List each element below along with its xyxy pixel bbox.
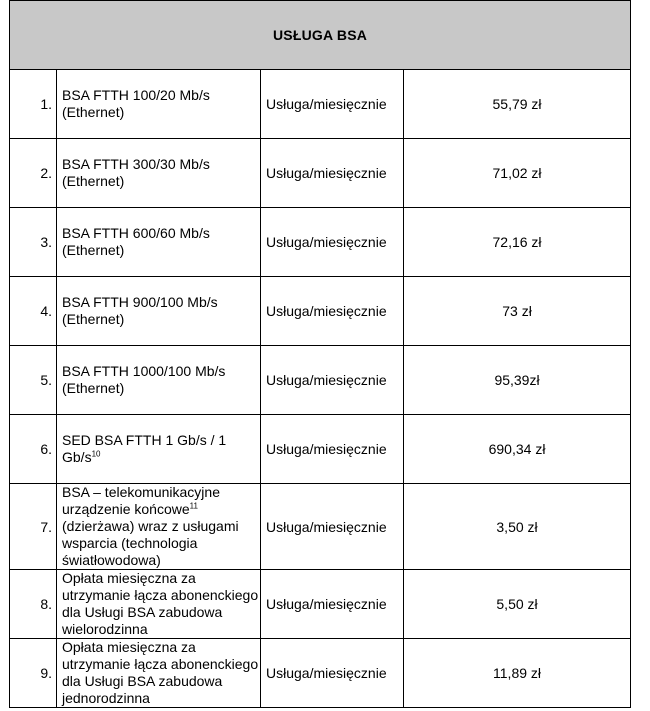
- service-name-text-cont: (dzierżawa) wraz z usługami wsparcia (technologia światłowodowa): [62, 518, 239, 568]
- service-name: BSA FTTH 900/100 Mb/s (Ethernet): [57, 277, 261, 346]
- price: 55,79 zł: [404, 70, 631, 139]
- table-title: USŁUGA BSA: [10, 1, 631, 70]
- price: 73 zł: [404, 277, 631, 346]
- table-row: [10, 570, 631, 639]
- service-name: BSA FTTH 600/60 Mb/s (Ethernet): [57, 208, 261, 277]
- footnote-ref: 11: [189, 501, 198, 511]
- billing-unit: Usługa/miesięcznie: [261, 415, 404, 484]
- service-name: Opłata miesięczna za utrzymanie łącza abonenckiego dla Usługi BSA zabudowa jednorodzinna: [57, 639, 261, 708]
- table-row: [10, 70, 631, 139]
- price: 95,39zł: [404, 346, 631, 415]
- table-row: [10, 277, 631, 346]
- row-number: 4.: [10, 277, 57, 346]
- service-name: [57, 415, 261, 484]
- billing-unit: Usługa/miesięcznie: [261, 277, 404, 346]
- table-header-row: [10, 1, 631, 70]
- row-number: 8.: [10, 570, 57, 639]
- service-name: BSA FTTH 300/30 Mb/s (Ethernet): [57, 139, 261, 208]
- service-name-text: BSA – telekomunikacyjne urządzenie końcowe: [62, 484, 220, 517]
- row-number: 3.: [10, 208, 57, 277]
- row-number: 6.: [10, 415, 57, 484]
- price: 5,50 zł: [404, 570, 631, 639]
- row-number: 7.: [10, 484, 57, 570]
- service-name-text: SED BSA FTTH 1 Gb/s / 1 Gb/s: [62, 432, 227, 465]
- row-number: 2.: [10, 139, 57, 208]
- price: 3,50 zł: [404, 484, 631, 570]
- row-number: 1.: [10, 70, 57, 139]
- bsa-price-table: [9, 0, 631, 708]
- billing-unit: Usługa/miesięcznie: [261, 570, 404, 639]
- price: 690,34 zł: [404, 415, 631, 484]
- service-name: BSA FTTH 100/20 Mb/s (Ethernet): [57, 70, 261, 139]
- billing-unit: Usługa/miesięcznie: [261, 484, 404, 570]
- table-row: [10, 639, 631, 708]
- billing-unit: Usługa/miesięcznie: [261, 139, 404, 208]
- service-name: Opłata miesięczna za utrzymanie łącza abonenckiego dla Usługi BSA zabudowa wielorodzinna: [57, 570, 261, 639]
- table-row: [10, 415, 631, 484]
- row-number: 9.: [10, 639, 57, 708]
- billing-unit: Usługa/miesięcznie: [261, 639, 404, 708]
- price: 71,02 zł: [404, 139, 631, 208]
- price: 72,16 zł: [404, 208, 631, 277]
- table-row: [10, 139, 631, 208]
- service-name: BSA FTTH 1000/100 Mb/s (Ethernet): [57, 346, 261, 415]
- table-row: [10, 208, 631, 277]
- service-name: [57, 484, 261, 570]
- billing-unit: Usługa/miesięcznie: [261, 208, 404, 277]
- row-number: 5.: [10, 346, 57, 415]
- billing-unit: Usługa/miesięcznie: [261, 346, 404, 415]
- footnote-ref: 10: [91, 449, 101, 459]
- price: 11,89 zł: [404, 639, 631, 708]
- table-row: [10, 484, 631, 570]
- table-row: [10, 346, 631, 415]
- billing-unit: Usługa/miesięcznie: [261, 70, 404, 139]
